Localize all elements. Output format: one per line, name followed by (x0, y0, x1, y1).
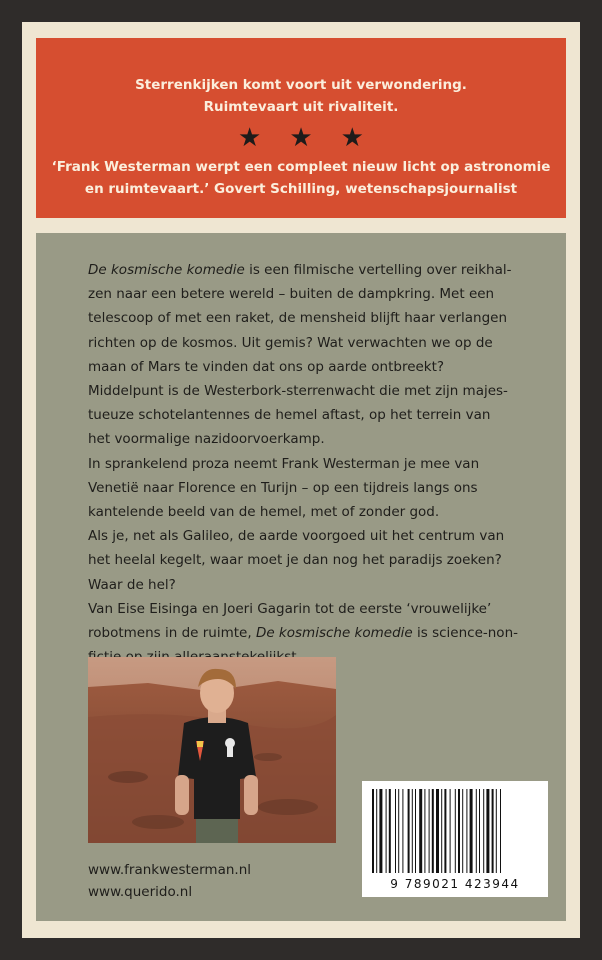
barcode-bar (395, 789, 396, 873)
barcode-bar (415, 789, 416, 873)
review-quote (36, 156, 566, 200)
blurb-line: Als je, net als Galileo, de aarde voorgoed uit het centrum van (88, 528, 505, 545)
barcode-bar (496, 789, 497, 873)
barcode-bar (483, 789, 484, 873)
blurb-line: telescoop of met een raket, de mensheid blijft haar verlangen (88, 310, 508, 327)
blurb-line: Waar de hel? (88, 576, 176, 593)
barcode-bar (419, 789, 422, 873)
publisher-links (88, 859, 251, 903)
barcode-bar (386, 789, 387, 873)
book-title: De kosmische komedie (88, 262, 245, 278)
tagline (36, 74, 566, 118)
barcode-bar (372, 789, 374, 873)
blurb-line: Venetië naar Florence en Turijn – op een tijdreis langs ons (88, 479, 478, 496)
blurb-line: tueuze schotelantennes de hemel aftast, op het terrein van (88, 407, 491, 424)
star-icon: ★ (340, 123, 364, 153)
barcode-bar (432, 789, 434, 873)
isbn-number: 9 789021 423944 (390, 877, 520, 891)
barcode (362, 781, 548, 897)
main-panel (36, 233, 566, 921)
star-rating (36, 124, 566, 152)
blurb-line: In sprankelend proza neemt Frank Westerman je mee van (88, 455, 480, 472)
barcode-bar (379, 789, 382, 873)
barcode-bar (492, 789, 494, 873)
book-title: De kosmische komedie (255, 625, 413, 642)
blurb-line: Van Eise Eisinga en Joeri Gagarin tot de eerste ‘vrouwelijke’ (88, 600, 492, 617)
barcode-bar (458, 789, 460, 873)
barcode-bar (429, 789, 430, 873)
blurb-line: kantelende beeld van de hemel, met of zonder god. (88, 504, 440, 521)
blurb-line: richten op de kosmos. Uit gemis? Wat verwachten we op de (88, 334, 493, 351)
barcode-bar (441, 789, 442, 873)
barcode-bar (470, 789, 473, 873)
blurb-line (88, 258, 558, 282)
tagline-line: Ruimtevaart uit rivaliteit. (203, 99, 399, 115)
barcode-bar (466, 789, 467, 873)
barcode-bar (450, 789, 451, 873)
author-photo (88, 657, 336, 843)
blurb-line: maan of Mars te vinden dat ons op aarde ontbreekt? (88, 358, 445, 375)
blurb-line: zen naar een betere wereld – buiten de dampkring. Met een (88, 286, 495, 303)
barcode-bar (376, 789, 377, 873)
barcode-bar (479, 789, 480, 873)
blurb-line: het voormalige nazidoorvoerkamp. (88, 431, 325, 448)
blurb-line: Middelpunt is de Westerbork-sterrenwacht die met zijn majes- (88, 383, 508, 400)
barcode-bar (486, 789, 489, 873)
barcode-bars (370, 789, 540, 875)
review-line: ‘Frank Westerman werpt een compleet nieuw licht op astronomie (51, 159, 551, 175)
barcode-bar (408, 789, 410, 873)
barcode-bar (444, 789, 446, 873)
blurb-line (88, 621, 558, 645)
blurb-text (88, 258, 558, 669)
barcode-bar (402, 789, 403, 873)
barcode-bar (412, 789, 413, 873)
publisher-website: www.querido.nl (88, 884, 193, 900)
author-photo-image (88, 657, 336, 843)
tagline-line: Sterrenkijken komt voort uit verwondering. (135, 77, 467, 93)
blurb-text-span: robotmens in de ruimte, (88, 625, 256, 642)
author-website: www.frankwesterman.nl (88, 862, 251, 878)
blurb-line: het heelal kegelt, waar moet je dan nog het paradijs zoeken? (88, 552, 502, 569)
star-icon: ★ (289, 123, 313, 153)
review-line: en ruimtevaart.’ Govert Schilling, wetenschapsjournalist (84, 181, 518, 197)
barcode-bar (455, 789, 456, 873)
blurb-text-span: is een filmische vertelling over reikhal- (244, 262, 512, 278)
barcode-bar (476, 789, 477, 873)
barcode-bar (424, 789, 425, 873)
barcode-bar (500, 789, 501, 873)
barcode-bar (398, 789, 399, 873)
barcode-bar (389, 789, 391, 873)
barcode-bar (462, 789, 463, 873)
star-icon: ★ (238, 123, 262, 153)
quote-panel (36, 38, 566, 218)
barcode-bar (436, 789, 439, 873)
blurb-text-span: is science-non- (412, 625, 518, 642)
